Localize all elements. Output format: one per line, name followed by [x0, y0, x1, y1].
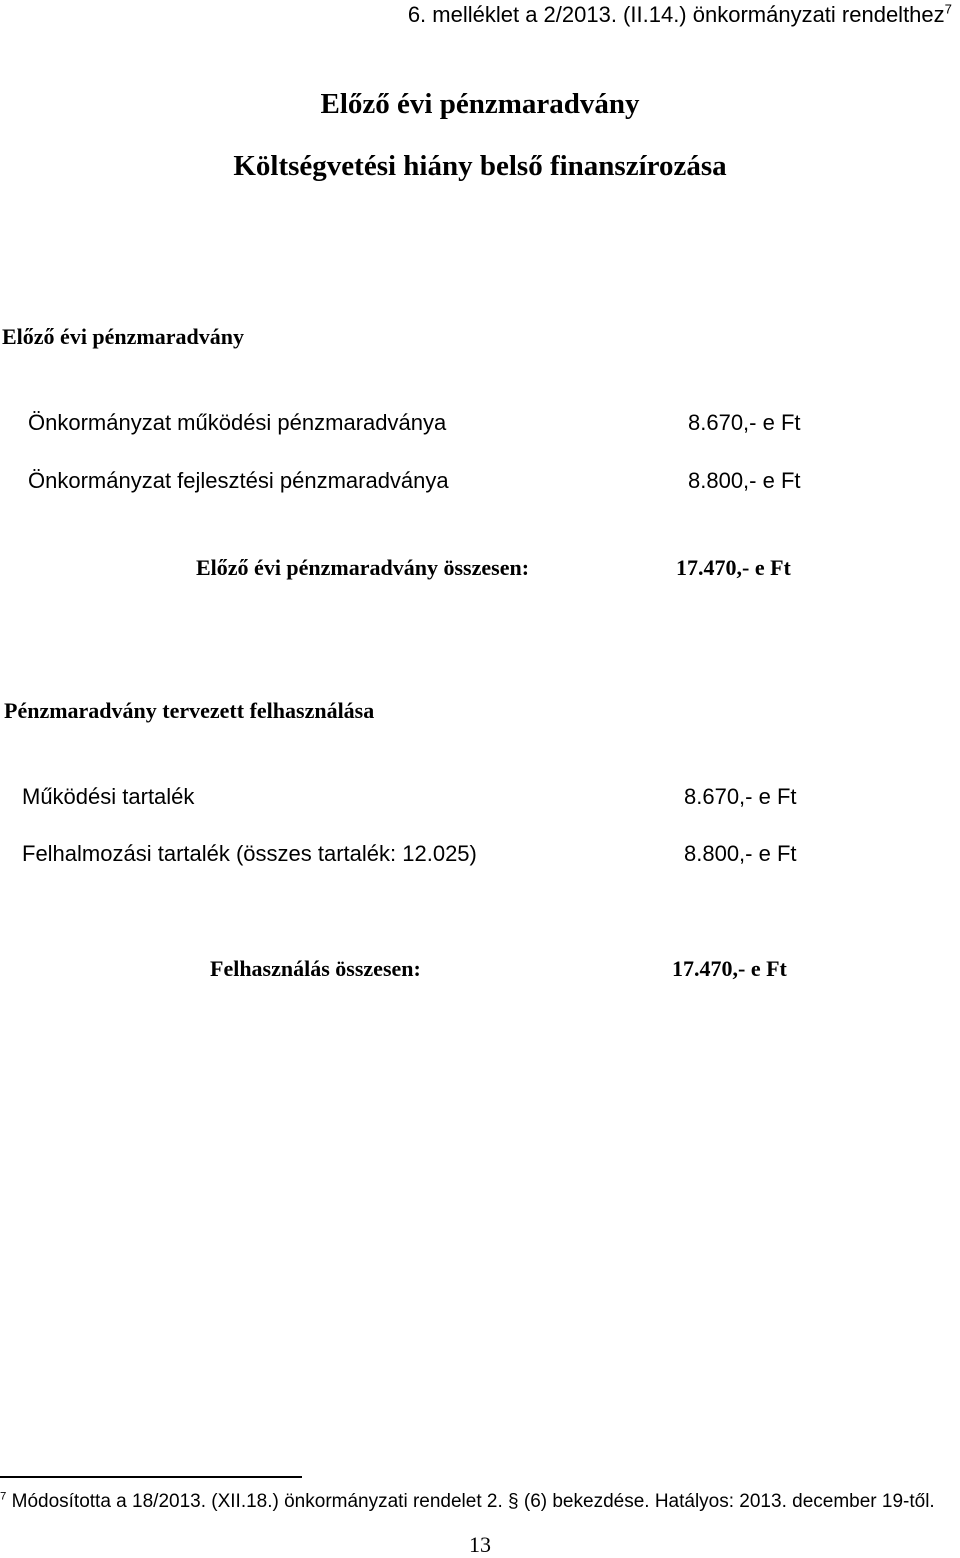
section1-row-amount: 8.670,- e Ft: [688, 410, 801, 435]
section1-heading: Előző évi pénzmaradvány: [2, 324, 244, 349]
section1-row-label: Önkormányzat fejlesztési pénzmaradványa: [28, 468, 449, 493]
header-footnote-ref: 7: [944, 1, 952, 17]
section2-total-label: Felhasználás összesen:: [210, 956, 421, 981]
page-title: Előző évi pénzmaradvány: [320, 88, 640, 120]
footnote-divider: [0, 1476, 302, 1478]
section2-heading: Pénzmaradvány tervezett felhasználása: [4, 698, 375, 723]
section1-row-amount: 8.800,- e Ft: [688, 468, 801, 493]
header-note-text: 6. melléklet a 2/2013. (II.14.) önkormányzati rendelthez: [407, 2, 945, 27]
footnote: [0, 1491, 935, 1513]
section1-total-amount: 17.470,- e Ft: [676, 555, 791, 580]
section1-row-label: Önkormányzat működési pénzmaradványa: [28, 410, 447, 435]
footnote-number: 7: [0, 1490, 7, 1503]
section1-total-label: Előző évi pénzmaradvány összesen:: [196, 555, 530, 580]
header-note: [408, 2, 952, 28]
page-number: 13: [469, 1532, 491, 1557]
footnote-text: Módosította a 18/2013. (XII.18.) önkormányzati rendelet 2. § (6) bekezdése. Hatályos: 2013. december 19-től.: [11, 1491, 935, 1512]
page-subtitle: Költségvetési hiány belső finanszírozása: [233, 150, 727, 182]
section2-row-amount: 8.670,- e Ft: [684, 784, 797, 809]
section2-total-amount: 17.470,- e Ft: [672, 956, 787, 981]
section2-row-amount: 8.800,- e Ft: [684, 841, 797, 866]
section2-row-label: Felhalmozási tartalék (összes tartalék: 12.025): [22, 841, 477, 866]
section2-row-label: Működési tartalék: [22, 784, 195, 809]
